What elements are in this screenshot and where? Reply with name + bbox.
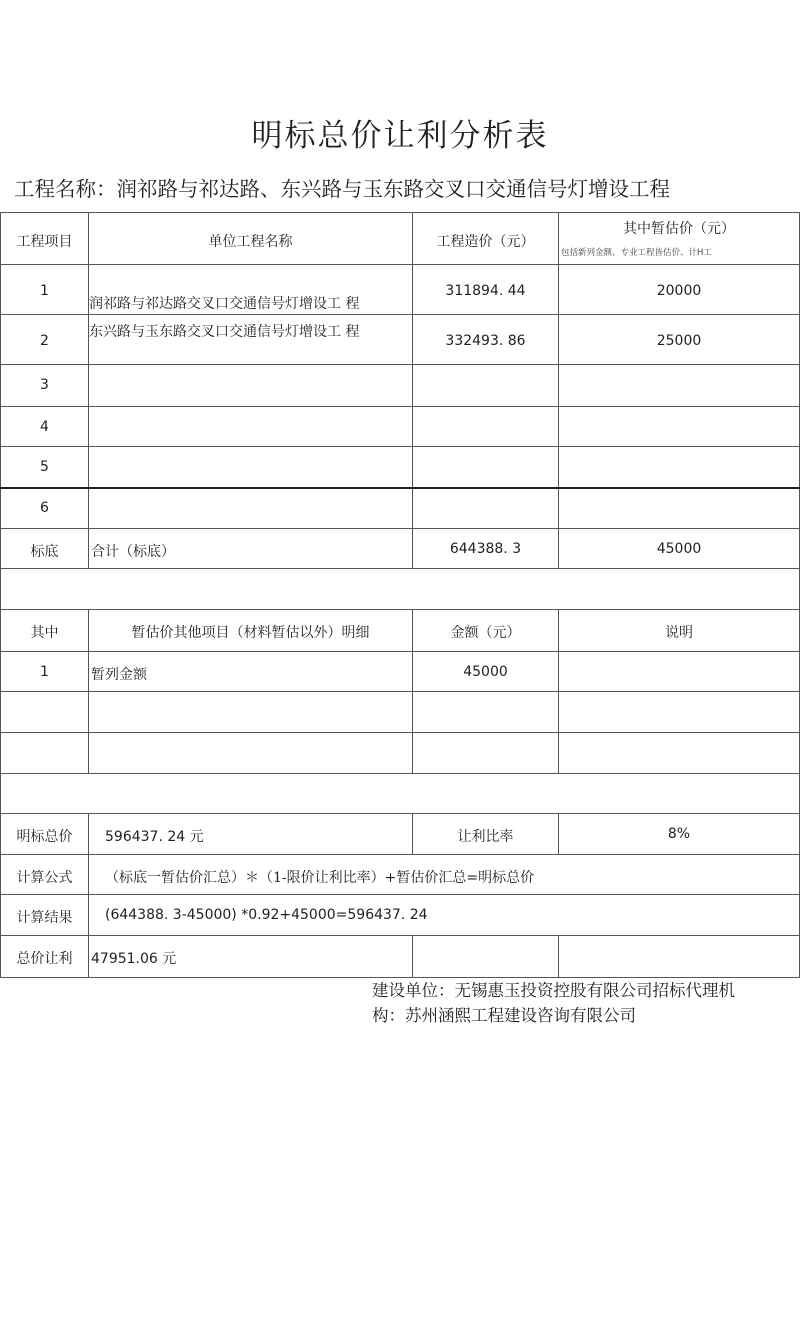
table-row xyxy=(0,446,800,488)
table-row xyxy=(0,264,800,315)
row-provisional: 20000 xyxy=(656,283,702,299)
detail-row xyxy=(0,691,800,733)
row-item: 4 xyxy=(40,419,49,435)
detail-amount: 45000 xyxy=(463,664,508,680)
bid-total-value: 596437. 24 元 xyxy=(105,829,204,845)
total-cost: 644388. 3 xyxy=(449,541,522,557)
discount-value: 47951.06 元 xyxy=(91,951,177,967)
detail-row xyxy=(0,651,800,692)
footer-block xyxy=(372,978,735,1028)
row-item: 2 xyxy=(40,333,49,349)
row-item: 1 xyxy=(40,283,49,299)
footer-line-2: 构：苏州涵熙工程建设咨询有限公司 xyxy=(372,1006,636,1025)
table-row xyxy=(0,314,800,365)
detail-row xyxy=(0,732,800,774)
detail-header-amount: 金额（元） xyxy=(450,625,521,641)
detail-header-name: 暂估价其他项目（材料暂估以外）明细 xyxy=(131,625,370,641)
formula-value: （标底一暂估价汇总）＊（1-限价让利比率）+暂估价汇总=明标总价 xyxy=(105,870,535,886)
row-cost: 332493. 86 xyxy=(445,333,526,349)
row-provisional: 25000 xyxy=(656,333,702,349)
bid-total-label: 明标总价 xyxy=(16,829,73,845)
rate-label: 让利比率 xyxy=(457,829,514,845)
row-item: 5 xyxy=(40,459,49,475)
row-cost: 311894. 44 xyxy=(445,283,526,299)
total-provisional: 45000 xyxy=(656,541,702,557)
discount-row xyxy=(0,935,800,978)
detail-header-row xyxy=(0,609,800,652)
table-row xyxy=(0,487,800,530)
formula-label: 计算公式 xyxy=(16,870,73,886)
total-name: 合计（标底） xyxy=(91,544,175,560)
formula-row xyxy=(0,854,800,895)
bid-total-row xyxy=(0,813,800,855)
header-item: 工程项目 xyxy=(16,234,73,250)
detail-name: 暂列金额 xyxy=(91,667,147,683)
rate-value: 8% xyxy=(667,826,691,842)
total-item: 标底 xyxy=(30,544,59,560)
spacer-row xyxy=(0,568,800,610)
spacer-row xyxy=(0,773,800,814)
row-unit-name: 东兴路与玉东路交叉口交通信号灯增设工 程 xyxy=(89,324,360,340)
header-provisional: 其中暂估价（元） xyxy=(623,221,735,237)
detail-item: 1 xyxy=(40,664,49,680)
table-header-row xyxy=(0,212,800,265)
project-name: 工程名称：润祁路与祁达路、东兴路与玉东路交叉口交通信号灯增设工程 xyxy=(14,177,670,201)
page-title: 明标总价让利分析表 xyxy=(251,118,549,154)
row-item: 3 xyxy=(40,377,49,393)
row-item: 6 xyxy=(40,500,49,516)
table-row xyxy=(0,406,800,447)
header-unit-name: 单位工程名称 xyxy=(208,234,293,250)
result-label: 计算结果 xyxy=(16,910,73,926)
detail-header-item: 其中 xyxy=(30,625,59,641)
table-row xyxy=(0,364,800,407)
header-cost: 工程造价（元） xyxy=(436,234,535,250)
header-provisional-note: 包括新列金额、专业工程皆估价、计H工 xyxy=(561,248,712,258)
footer-line-1: 建设单位：无锡惠玉投资控股有限公司招标代理机 xyxy=(372,981,735,1000)
row-unit-name: 润祁路与祁达路交叉口交通信号灯增设工 程 xyxy=(89,296,360,312)
total-row xyxy=(0,528,800,569)
result-row xyxy=(0,894,800,936)
result-value: (644388. 3-45000) *0.92+45000=596437. 24 xyxy=(105,907,428,923)
discount-label: 总价让利 xyxy=(16,951,73,967)
detail-header-note: 说明 xyxy=(665,625,693,641)
